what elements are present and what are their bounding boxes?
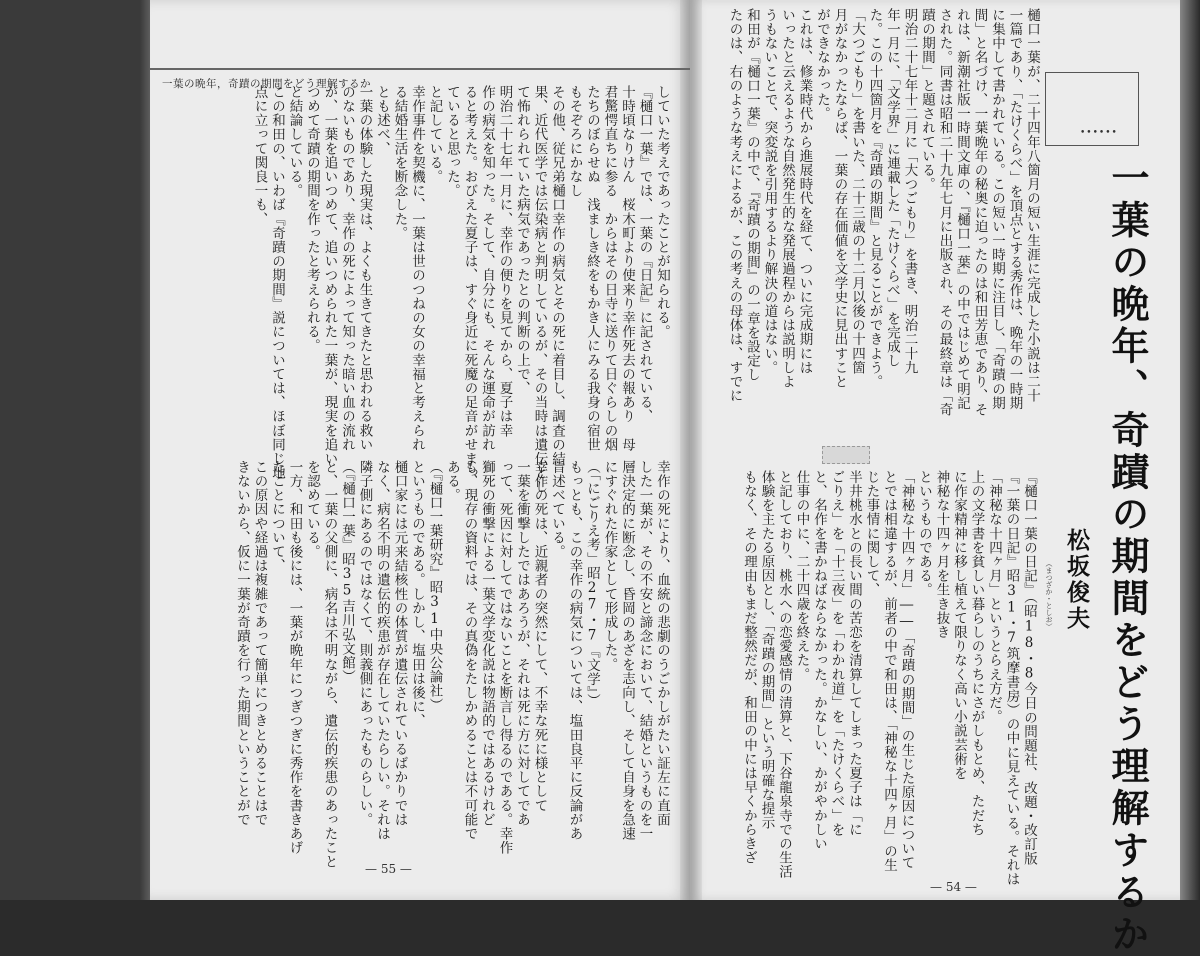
text-line: 作の病気を知った。そして、自分にも、そんな運命が訪れ (479, 85, 495, 452)
text-line: していた考えであったことが知られる。 (654, 85, 670, 339)
text-line: 幸作事件を契機に、一葉は世のつねの女の幸福と考えられ (409, 85, 425, 452)
text-line: 蹟の期間」と題されている。 (919, 8, 935, 192)
text-line: いったと云えるような自然発生的な発展過程からは説明しよ (779, 8, 795, 389)
text-line: 旨述べている。 (549, 460, 565, 559)
text-line: 半井桃水との長い間の苦恋を清算してしまった夏子は「に (846, 470, 862, 837)
text-line: と、名作を書かねばならなかった。かなしい、かがやかしい (811, 470, 827, 851)
text-line: 明治二十七年十二月に「大つごもり」を書き、明治二十九 (901, 8, 918, 375)
running-head: 一葉の晩年，奇蹟の期間をどう理解するか (162, 78, 371, 90)
text-line: 月がなかったならば、一葉の存在価値を文学史に見出すこと (831, 8, 848, 389)
text-line: 樋口家には元来結核性の体質が遺伝されているばかりでは (391, 460, 408, 827)
text-line: 「大つごもり」を書いた、二十三歳の十二月以後の十四箇 (849, 8, 865, 375)
text-line: 明治二十七年一月に、幸作の便りを見てから、夏子は幸 (496, 85, 513, 438)
text-line: 隣子側にあるのではなくて、則義側にあったものらしい。 (356, 460, 373, 827)
author-name: 松坂俊夫 (1063, 528, 1090, 632)
text-line: たのは、右のような考えによるが、この考えの母体は、すでに (726, 8, 743, 403)
text-line: 幸作の死により、血統の悲劇のうごかしがたい証左に直面 (654, 460, 670, 827)
text-line: 樋口一葉が、二十四年八箇月の短い生涯に完成した小説は二十 (1024, 8, 1040, 403)
text-line: る結婚生活を断念した。 (391, 85, 408, 241)
text-line: とでは相違するが、前者の中で和田は、「神秘な十四ヶ月」の生 (881, 470, 897, 873)
text-line: もそぞろにかなし (566, 85, 583, 198)
text-line: た。この十四箇月を『奇蹟の期間』と見ることができよう。 (866, 8, 883, 389)
text-line: を認めている。 (304, 460, 320, 559)
text-line: もなく、その理由もまだ整然だが、和田の中には早くからきざ (741, 470, 757, 865)
text-line: その他、従兄弟樋口幸作の病気とその死に着目し、調査の結 (549, 85, 565, 466)
text-line: 獅死の衝撃による一葉文学変化説は物語的ではあるけれど (479, 460, 495, 827)
text-line: にすぐれた作家として形成した。 (601, 460, 618, 672)
text-line: 「神秘な十四ヶ月」というとらえ方だ。 (986, 470, 1002, 724)
text-line: ると考えた。おびえた夏子は、すぐ身近に死魔の足音がせまっ (461, 85, 478, 480)
text-line: （『樋口一葉研究』昭31中央公論社） (426, 460, 443, 713)
text-line: 一篇であり、「たけくらべ」を頂点とする秀作は、晩年の一時期 (1006, 8, 1023, 411)
text-line: きないから、仮に一葉が奇蹟を行った期間ということがで (234, 460, 250, 827)
text-line: も、現存の資料では、その真偽をたしかめることは不可能で (461, 460, 478, 841)
text-line: 点に立って関良一も、 (251, 85, 268, 226)
text-line: なく、病名不明の遺伝的疾患が存在していたらしい。それは (374, 460, 390, 841)
text-line: というものである。しかし、塩田は後に、 (409, 460, 425, 728)
text-line: この和田の、いわば『奇蹟の期間』説については、ほぼ同じ地 (269, 85, 285, 480)
author-reading: （まつざか・としお） (1045, 560, 1053, 630)
text-line: 和田が『樋口一葉』の中で、『奇蹟の期間』の一章を設定し (744, 8, 760, 382)
text-line: とも述べ、 (374, 85, 390, 156)
text-line: と記しており、桃水への恋愛感情の清算と、下谷龍泉寺での生活 (776, 470, 792, 879)
text-line: この原因や経過は複雑であって簡単につきとめることはで (251, 460, 268, 827)
running-head-rule (150, 68, 690, 70)
text-line: 「神秘な十四ヶ月」――「奇蹟の期間」の生じた原因について (898, 470, 915, 870)
text-line: 体験を主たる原因とし、「奇蹟の期間」という明確な提示 (758, 470, 775, 830)
text-line: たちのぼらせぬ 浅ましき終をもかき人にみる我身の宿世 (584, 85, 600, 452)
text-line: じた事情に関して、 (863, 470, 880, 597)
text-line: と、一葉の父側に、病名は不明ながら、遺伝的疾患のあったこと (321, 460, 338, 869)
text-line: 間」と名づけ、一葉晩年の秘奥に迫ったのは和田芳恵であり、そ (971, 8, 988, 417)
text-line: のないものであり、幸作の死によって知った暗い血の流れ (339, 85, 355, 452)
text-line: これは、修業時代から進展時代を経て、ついに完成期には (796, 8, 813, 375)
text-line: 上の文学書を貧しい暮らしのうちにさがしもとめ、ただち (968, 470, 985, 837)
book-gutter (680, 0, 702, 900)
text-line: と結論している。 (286, 85, 303, 198)
text-line: もっとも、この幸作の病気については、塩田良平に反論があ (566, 460, 583, 841)
text-line: 神秘な十四ヶ月を生き抜き (933, 470, 950, 640)
text-line: うもないことで、突変説を引用するより解決の道はない。 (761, 8, 778, 375)
text-line: ができなかった。 (814, 8, 830, 121)
text-line: した一葉が、その不安と諦念において、結婚というものを一 (636, 460, 653, 841)
text-line: 『樋口一葉の日記』（昭18・8今日の問題社、改題・改訂版 (1021, 470, 1037, 866)
text-line: （『樋口一葉』昭35吉川弘文館） (339, 460, 355, 684)
text-line: 果、近代医学では伝染病と判明しているが、その当時は遺伝とし (531, 85, 548, 494)
text-line: が、一葉を追いつめて、追いつめられた一葉が、現実を追い (321, 85, 338, 466)
text-line: て怖れられていた病気であったとの判断の上で、 (514, 85, 530, 396)
text-line: 一葉を衝撃したではあろうが、それは死に方に対してであ (514, 460, 530, 827)
text-line: 幸作の死は、近親者の突然にして、不幸な死に様として (531, 460, 548, 813)
text-line: 『一葉の日記』昭31・7筑摩書房）の中に見えている。それは (1003, 470, 1020, 887)
text-line: 年一月に、「文学界」に連載した「たけくらべ」を完成し (884, 8, 900, 368)
title-dots: •••••• (1080, 128, 1118, 138)
text-line: 十時頃なりけん 桜木町より使来り幸作死去の報あり 母 (619, 85, 635, 452)
text-line: たことについて、 (269, 460, 285, 573)
text-line: 君驚愕直ちに参る からはその日寺に送りて日ぐらしの烟 (601, 85, 618, 452)
library-stamp (822, 446, 870, 464)
text-line: というものである。 (916, 470, 932, 597)
text-line: って、死因に対してではないことを断言し得るのである。幸作 (496, 460, 513, 855)
text-line: に集中して書かれている。この短い一時期に注目し、「奇蹟の期 (989, 8, 1005, 411)
page-number-right: — 54 — (930, 880, 977, 894)
text-line: ていると思った。 (444, 85, 460, 198)
text-line: と記している。 (426, 85, 443, 184)
text-line: 一方、和田も後には、一葉が晩年につぎつぎに秀作を書きあげ (286, 460, 303, 855)
text-line: ごりえ」を「十三夜」を「わかれ道」を「たけくらべ」を (828, 470, 845, 837)
text-line: 『樋口一葉』では、一葉の『日記』に記されている、 (636, 85, 653, 424)
text-line: 一葉の体験した現実は、よくも生きてきたと思われる救い (356, 85, 373, 452)
text-line: ある。 (444, 460, 460, 503)
text-line: 仕事の中に、二十四歳を終えた。 (793, 470, 810, 682)
right-page-upper-text (702, 8, 1040, 450)
article-title: 一葉の晩年、奇蹟の期間をどう理解するか (1105, 158, 1150, 956)
text-line: 層決定的に断念し、昏岡のあざを志向し、そして自身を急速 (619, 460, 635, 841)
text-line: された。同書は昭和二十九年七月に出版され、その最終章は「奇 (936, 8, 953, 417)
text-line: つめて奇蹟の期間を作ったと考えられる。 (304, 85, 320, 353)
text-line: に作家精神に移し植えて限りなく高い小説芸術を (951, 470, 967, 781)
text-line: れは、新潮社版一時間文庫の、『樋口一葉』の中ではじめて明記 (954, 8, 970, 411)
text-line: （「にごりえ考」昭27・7『文学』） (584, 460, 600, 708)
page-number-left: — 55 — (365, 862, 412, 876)
